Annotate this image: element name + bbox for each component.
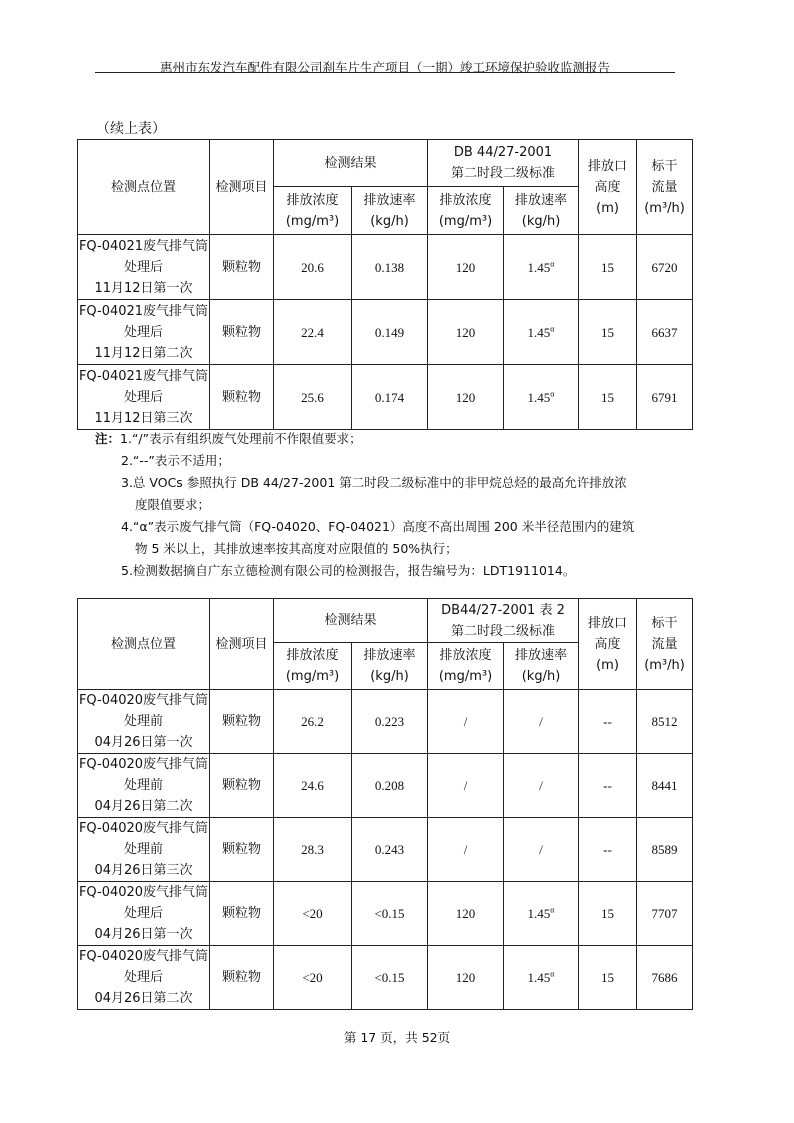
header-location: 检测点位置 xyxy=(78,140,210,235)
header-location: 检测点位置 xyxy=(78,599,210,690)
cell-flow: 6791 xyxy=(637,365,693,430)
subheader-rate: 排放速率 (kg/h) xyxy=(352,643,428,690)
continued-label: （续上表） xyxy=(96,121,166,137)
subheader-std-conc: 排放浓度 (mg/m³) xyxy=(428,643,504,690)
alpha-mark: α xyxy=(550,324,555,334)
table-row xyxy=(78,365,693,430)
cell-std-conc: 120 xyxy=(428,946,504,1010)
cell-std-rate: / xyxy=(504,818,579,882)
page-footer: 第 17 页，共 52页 xyxy=(343,1030,451,1045)
cell-height: -- xyxy=(579,818,637,882)
alpha-mark: α xyxy=(550,389,555,399)
cell-height: 15 xyxy=(579,300,637,365)
cell-height: 15 xyxy=(579,946,637,1010)
header-height: 排放口 高度 (m) xyxy=(579,599,637,690)
cell-location: FQ-04020废气排气筒 处理前 04月26日第一次 xyxy=(78,690,210,754)
cell-std-conc: 120 xyxy=(428,300,504,365)
cell-rate: 0.223 xyxy=(352,690,428,754)
cell-conc: 24.6 xyxy=(274,754,352,818)
cell-location: FQ-04020废气排气筒 处理前 04月26日第三次 xyxy=(78,818,210,882)
cell-item: 颗粒物 xyxy=(210,818,274,882)
cell-location: FQ-04020废气排气筒 处理后 04月26日第一次 xyxy=(78,882,210,946)
table-row xyxy=(78,882,693,946)
cell-item: 颗粒物 xyxy=(210,946,274,1010)
cell-std-rate: $1.45^\alpha$ xyxy=(504,882,579,946)
cell-std-conc: / xyxy=(428,818,504,882)
cell-std-conc: / xyxy=(428,690,504,754)
cell-std-rate: $1.45^\alpha$ xyxy=(504,946,579,1010)
cell-conc: 20.6 xyxy=(274,235,352,300)
note-1: 1.“/”表示有组织废气处理前不作限值要求； xyxy=(120,431,362,446)
cell-location: FQ-04020废气排气筒 处理后 04月26日第二次 xyxy=(78,946,210,1010)
table-row xyxy=(78,690,693,754)
header-result: 检测结果 xyxy=(274,140,428,187)
subheader-conc: 排放浓度 (mg/m³) xyxy=(274,643,352,690)
cell-std-rate: $1.45^\alpha$ xyxy=(504,300,579,365)
cell-location: FQ-04021废气排气筒处理后 11月12日第二次 xyxy=(78,300,210,365)
cell-flow: 8512 xyxy=(637,690,693,754)
table-row xyxy=(78,946,693,1010)
cell-std-rate: / xyxy=(504,690,579,754)
cell-rate: 0.149 xyxy=(352,300,428,365)
cell-std-conc: 120 xyxy=(428,235,504,300)
cell-height: 15 xyxy=(579,235,637,300)
cell-conc: 25.6 xyxy=(274,365,352,430)
alpha-mark: α xyxy=(550,969,555,979)
alpha-mark: α xyxy=(550,905,555,915)
cell-std-rate: / xyxy=(504,754,579,818)
cell-std-rate: $1.45^\alpha$ xyxy=(504,365,579,430)
note-4: 4.“α”表示废气排气筒（FQ-04020、FQ-04021）高度不高出周围 200 米半径范围内的建筑 xyxy=(121,519,635,534)
note-4-cont: 物 5 米以上，其排放速率按其高度对应限值的 50%执行； xyxy=(135,541,458,556)
cell-rate: <0.15 xyxy=(352,946,428,1010)
cell-item: 颗粒物 xyxy=(210,300,274,365)
cell-flow: 8589 xyxy=(637,818,693,882)
cell-rate: 0.138 xyxy=(352,235,428,300)
cell-std-conc: / xyxy=(428,754,504,818)
table-notes xyxy=(95,428,695,582)
table-row xyxy=(78,300,693,365)
table-row xyxy=(78,754,693,818)
cell-flow: 8441 xyxy=(637,754,693,818)
header-result: 检测结果 xyxy=(274,599,428,643)
notes-lead: 注： xyxy=(95,431,121,446)
cell-rate: 0.174 xyxy=(352,365,428,430)
cell-flow: 6720 xyxy=(637,235,693,300)
cell-std-conc: 120 xyxy=(428,882,504,946)
subheader-rate: 排放速率 (kg/h) xyxy=(352,187,428,235)
report-header-title: 惠州市东发汽车配件有限公司刹车片生产项目（一期）竣工环境保护验收监测报告 xyxy=(159,60,610,75)
emission-table-2 xyxy=(77,598,693,1010)
subheader-std-rate: 排放速率 (kg/h) xyxy=(504,187,579,235)
cell-std-rate: $1.45^\alpha$ xyxy=(504,235,579,300)
header-item: 检测项目 xyxy=(210,140,274,235)
header-flow-label: 标干 流量 xyxy=(651,615,678,652)
cell-height: 15 xyxy=(579,365,637,430)
header-flow-label: 标干 流量 xyxy=(651,158,678,195)
cell-flow: 7686 xyxy=(637,946,693,1010)
note-5: 5.检测数据摘自广东立德检测有限公司的检测报告，报告编号为：LDT1911014。 xyxy=(121,563,576,578)
cell-location: FQ-04020废气排气筒 处理前 04月26日第二次 xyxy=(78,754,210,818)
header-item: 检测项目 xyxy=(210,599,274,690)
header-standard: DB44/27-2001 表 2 第二时段二级标准 xyxy=(428,599,579,643)
cell-conc: 22.4 xyxy=(274,300,352,365)
cell-location: FQ-04021废气排气筒处理后 11月12日第三次 xyxy=(78,365,210,430)
cell-flow: 6637 xyxy=(637,300,693,365)
cell-location: FQ-04021废气排气筒处理后 11月12日第一次 xyxy=(78,235,210,300)
header-divider xyxy=(95,72,675,73)
emission-table-1 xyxy=(77,139,693,430)
note-2: 2.“--”表示不适用； xyxy=(121,453,230,468)
cell-conc: 26.2 xyxy=(274,690,352,754)
cell-conc: <20 xyxy=(274,882,352,946)
cell-conc: 28.3 xyxy=(274,818,352,882)
header-flow-unit: (m³/h) xyxy=(644,657,685,673)
cell-item: 颗粒物 xyxy=(210,365,274,430)
header-standard: DB 44/27-2001 第二时段二级标准 xyxy=(428,140,579,187)
cell-item: 颗粒物 xyxy=(210,754,274,818)
cell-item: 颗粒物 xyxy=(210,690,274,754)
cell-rate: <0.15 xyxy=(352,882,428,946)
cell-height: -- xyxy=(579,754,637,818)
cell-std-conc: 120 xyxy=(428,365,504,430)
alpha-mark: α xyxy=(550,259,555,269)
cell-rate: 0.243 xyxy=(352,818,428,882)
subheader-std-rate: 排放速率 (kg/h) xyxy=(504,643,579,690)
header-flow-unit: (m³/h) xyxy=(644,200,685,216)
header-height: 排放口 高度 (m) xyxy=(579,140,637,235)
cell-conc: <20 xyxy=(274,946,352,1010)
header-flow xyxy=(637,599,693,690)
table-row xyxy=(78,818,693,882)
note-3-cont: 度限值要求； xyxy=(135,497,211,512)
cell-height: -- xyxy=(579,690,637,754)
note-3: 3.总 VOCs 参照执行 DB 44/27-2001 第二时段二级标准中的非甲烷总烃的最高允许排放浓 xyxy=(121,475,627,490)
cell-height: 15 xyxy=(579,882,637,946)
table-row xyxy=(78,235,693,300)
cell-item: 颗粒物 xyxy=(210,882,274,946)
cell-rate: 0.208 xyxy=(352,754,428,818)
cell-flow: 7707 xyxy=(637,882,693,946)
subheader-std-conc: 排放浓度 (mg/m³) xyxy=(428,187,504,235)
subheader-conc: 排放浓度 (mg/m³) xyxy=(274,187,352,235)
cell-item: 颗粒物 xyxy=(210,235,274,300)
header-flow xyxy=(637,140,693,235)
